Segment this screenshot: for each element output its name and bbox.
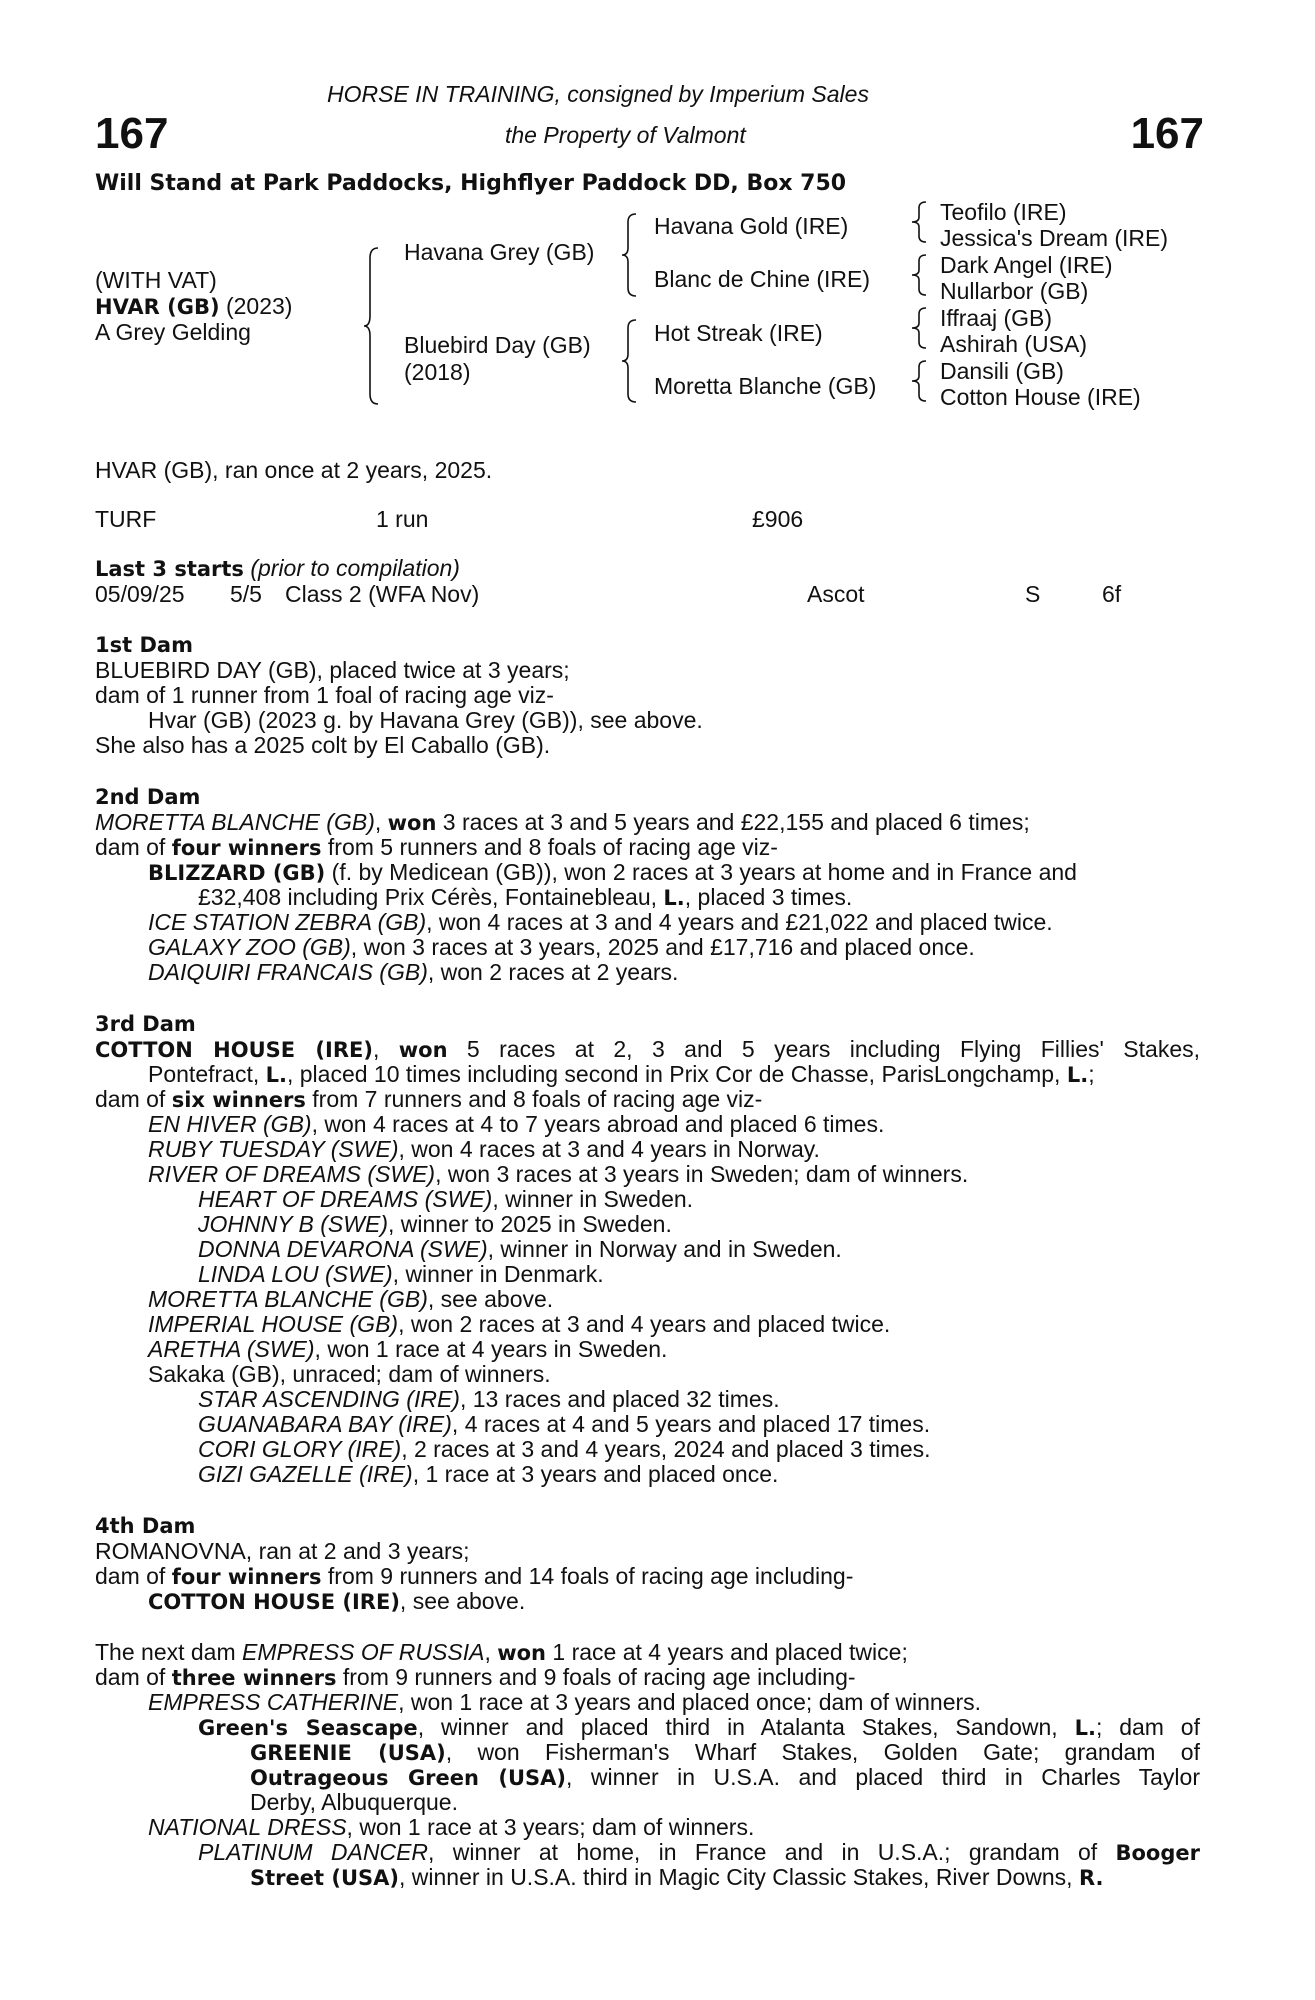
progeny-record: , won 4 races at 3 and 4 years and £21,022 and placed twice. bbox=[426, 909, 1053, 935]
list-item bbox=[148, 1312, 890, 1337]
text: from 7 runners and 8 foals of racing age viz- bbox=[305, 1086, 763, 1112]
won-label: won bbox=[398, 1038, 448, 1062]
list-item bbox=[148, 1137, 820, 1162]
text: , winner at home, in France and in U.S.A.; grandam of bbox=[428, 1839, 1116, 1865]
text: , bbox=[484, 1639, 498, 1665]
third-dam-heading: 3rd Dam bbox=[95, 1012, 196, 1036]
list-item bbox=[148, 1589, 525, 1615]
won-label: won bbox=[497, 1641, 547, 1665]
third-dam-produce bbox=[95, 1087, 762, 1113]
progeny-name: PLATINUM DANCER bbox=[198, 1839, 429, 1865]
list-item bbox=[198, 1412, 930, 1437]
list-item bbox=[148, 1690, 981, 1715]
text: , winner in U.S.A. and placed third in Charles Taylor bbox=[566, 1764, 1200, 1790]
record-earnings: £906 bbox=[752, 506, 804, 532]
fourth-dam-produce bbox=[95, 1564, 853, 1590]
third-dam-line-cont bbox=[148, 1062, 1095, 1088]
sire-dam: Blanc de Chine (IRE) bbox=[654, 266, 871, 292]
progeny-record: , winner to 2025 in Sweden. bbox=[387, 1211, 672, 1237]
horse-year: (2023) bbox=[219, 293, 293, 319]
progeny-record: , 2 races at 3 and 4 years, 2024 and placed 3 times. bbox=[401, 1436, 931, 1462]
list-item bbox=[250, 1740, 1200, 1766]
list-item bbox=[198, 1212, 672, 1237]
grade-label: L. bbox=[663, 886, 685, 910]
dam-sire-dam: Ashirah (USA) bbox=[940, 331, 1087, 357]
progeny-name: GUANABARA BAY (IRE) bbox=[198, 1411, 452, 1437]
list-item bbox=[198, 1262, 604, 1287]
list-item bbox=[148, 1112, 884, 1137]
third-dam-line: COTTON HOUSE (IRE), won 5 races at 2, 3 and 5 years including Flying Fillies' Stakes, bbox=[95, 1036, 1200, 1062]
progeny-record: , winner in Norway and in Sweden. bbox=[487, 1236, 842, 1262]
progeny-name: RIVER OF DREAMS (SWE) bbox=[148, 1161, 436, 1187]
grade-label: L. bbox=[265, 1063, 287, 1087]
third-dam-name: COTTON HOUSE (IRE) bbox=[95, 1038, 373, 1062]
start-position: 5/5 bbox=[230, 581, 262, 607]
progeny-record: , won 1 race at 3 years; dam of winners. bbox=[346, 1814, 755, 1840]
text: , placed 10 times including second in Prix Cor de Chasse, ParisLongchamp, bbox=[286, 1061, 1067, 1087]
text: from 9 runners and 9 foals of racing age including- bbox=[336, 1664, 856, 1690]
start-distance: 6f bbox=[1102, 581, 1122, 607]
progeny-record: , won 3 races at 3 years in Sweden; dam of winners. bbox=[435, 1161, 969, 1187]
fourth-dam-line: ROMANOVNA, ran at 2 and 3 years; bbox=[95, 1538, 470, 1564]
text: , placed 3 times. bbox=[684, 884, 853, 910]
list-item bbox=[198, 1387, 780, 1412]
text: dam of bbox=[95, 1086, 172, 1112]
pedigree-bracket-dd bbox=[912, 359, 932, 403]
second-dam-heading: 2nd Dam bbox=[95, 785, 201, 809]
first-dam-line: BLUEBIRD DAY (GB), placed twice at 3 years; bbox=[95, 657, 570, 683]
list-item bbox=[148, 910, 1053, 935]
dam-dam: Moretta Blanche (GB) bbox=[654, 373, 877, 399]
sire-sire: Havana Gold (IRE) bbox=[654, 213, 849, 239]
progeny-name: ICE STATION ZEBRA (GB) bbox=[148, 909, 427, 935]
text: £32,408 including Prix Cérès, Fontainebleau, bbox=[198, 884, 664, 910]
list-item bbox=[198, 1237, 842, 1262]
progeny-name: GIZI GAZELLE (IRE) bbox=[198, 1461, 413, 1487]
list-item bbox=[148, 1162, 968, 1187]
horse-description: A Grey Gelding bbox=[95, 319, 251, 345]
progeny-name: MORETTA BLANCHE (GB) bbox=[148, 1286, 428, 1312]
text: , won Fisherman's Wharf Stakes, Golden Gate; grandam of bbox=[445, 1739, 1200, 1765]
first-dam-note: She also has a 2025 colt by El Caballo (GB). bbox=[95, 732, 551, 758]
pedigree-bracket-ss bbox=[912, 200, 932, 244]
progeny-name: ARETHA (SWE) bbox=[148, 1336, 315, 1362]
winners-count: six winners bbox=[171, 1088, 306, 1112]
progeny-name: DONNA DEVARONA (SWE) bbox=[198, 1236, 488, 1262]
list-item bbox=[148, 1815, 754, 1840]
progeny-record: , won 2 races at 2 years. bbox=[427, 959, 679, 985]
grade-label: R. bbox=[1078, 1866, 1104, 1890]
first-dam-heading: 1st Dam bbox=[95, 633, 193, 657]
text: dam of bbox=[95, 834, 172, 860]
start-date: 05/09/25 bbox=[95, 581, 185, 607]
progeny-name: GALAXY ZOO (GB) bbox=[148, 934, 351, 960]
progeny-name: HEART OF DREAMS (SWE) bbox=[198, 1186, 493, 1212]
grade-label: L. bbox=[1066, 1063, 1089, 1087]
dam: Bluebird Day (GB) bbox=[404, 332, 591, 358]
vat-note: (WITH VAT) bbox=[95, 267, 217, 293]
text: from 9 runners and 14 foals of racing age including- bbox=[321, 1563, 854, 1589]
won-label: won bbox=[387, 811, 437, 835]
record-surface: TURF bbox=[95, 506, 157, 532]
second-dam-produce bbox=[95, 835, 778, 861]
list-item bbox=[148, 960, 678, 985]
list-item-cont: Derby, Albuquerque. bbox=[250, 1789, 458, 1815]
last-starts-heading bbox=[95, 556, 460, 581]
lot-number-left: 167 bbox=[95, 109, 169, 158]
progeny-record: , won 1 race at 4 years in Sweden. bbox=[314, 1336, 668, 1362]
text: , winner in U.S.A. third in Magic City Classic Stakes, River Downs, bbox=[398, 1864, 1079, 1890]
pedigree-bracket-sire bbox=[622, 212, 642, 298]
record-runs: 1 run bbox=[376, 506, 429, 532]
list-item-cont bbox=[198, 885, 852, 911]
progeny-record: , 1 race at 3 years and placed once. bbox=[412, 1461, 779, 1487]
horse-name-line bbox=[95, 294, 292, 319]
sire-dam-sire: Dark Angel (IRE) bbox=[940, 252, 1113, 278]
dam-dam-sire: Dansili (GB) bbox=[940, 358, 1064, 384]
progeny-record: , see above. bbox=[399, 1588, 526, 1614]
lot-number-right: 167 bbox=[1130, 109, 1204, 158]
dam-dam-dam: Cotton House (IRE) bbox=[940, 384, 1141, 410]
text: , winner and placed third in Atalanta Stakes, Sandown, bbox=[417, 1714, 1075, 1740]
list-item bbox=[198, 1187, 693, 1212]
start-going: S bbox=[1025, 581, 1041, 607]
text: ; dam of bbox=[1095, 1714, 1200, 1740]
list-item bbox=[148, 1287, 553, 1312]
start-class: Class 2 (WFA Nov) bbox=[285, 581, 480, 607]
pedigree-bracket-sd bbox=[912, 253, 932, 297]
text: dam of bbox=[95, 1563, 172, 1589]
list-item bbox=[198, 1437, 931, 1462]
progeny-record: , 4 races at 4 and 5 years and placed 17 times. bbox=[451, 1411, 931, 1437]
text: dam of bbox=[95, 1664, 172, 1690]
progeny-record: , won 1 race at 3 years and placed once; dam of winners. bbox=[398, 1689, 982, 1715]
next-dam-name: EMPRESS OF RUSSIA bbox=[242, 1639, 485, 1665]
sire-sire-dam: Jessica's Dream (IRE) bbox=[940, 225, 1169, 251]
list-item bbox=[198, 1462, 778, 1487]
winners-count: three winners bbox=[171, 1666, 337, 1690]
list-item bbox=[198, 1715, 1200, 1741]
consignment-title: HORSE IN TRAINING, consigned by Imperium Sales bbox=[327, 81, 869, 107]
text: Pontefract, bbox=[148, 1061, 266, 1087]
pedigree-bracket-gen1 bbox=[364, 246, 384, 406]
list-item bbox=[148, 860, 1077, 886]
list-item-cont bbox=[250, 1865, 1104, 1891]
progeny-record: , 13 races and placed 32 times. bbox=[459, 1386, 780, 1412]
last-starts-note: (prior to compilation) bbox=[243, 555, 460, 581]
list-item bbox=[148, 1337, 667, 1362]
progeny-name: LINDA LOU (SWE) bbox=[198, 1261, 393, 1287]
second-dam-name: MORETTA BLANCHE (GB) bbox=[95, 809, 375, 835]
second-dam-record: 3 races at 3 and 5 years and £22,155 and placed 6 times; bbox=[436, 809, 1030, 835]
last-starts-title: Last 3 starts bbox=[95, 557, 244, 581]
progeny-name: IMPERIAL HOUSE (GB) bbox=[148, 1311, 399, 1337]
progeny-name: GREENIE (USA) bbox=[250, 1741, 446, 1765]
fourth-dam-heading: 4th Dam bbox=[95, 1514, 196, 1538]
progeny-record: , winner in Denmark. bbox=[392, 1261, 604, 1287]
progeny-name: Outrageous Green (USA) bbox=[250, 1766, 567, 1790]
progeny-name: BLIZZARD (GB) bbox=[148, 861, 326, 885]
dam-sire-sire: Iffraaj (GB) bbox=[940, 305, 1053, 331]
progeny-name: Street (USA) bbox=[250, 1866, 399, 1890]
horse-name: HVAR (GB) bbox=[95, 295, 220, 319]
progeny-record: , won 2 races at 3 and 4 years and placed twice. bbox=[398, 1311, 891, 1337]
winners-count: four winners bbox=[171, 1565, 322, 1589]
list-item: Sakaka (GB), unraced; dam of winners. bbox=[148, 1361, 551, 1387]
progeny-name: COTTON HOUSE (IRE) bbox=[148, 1590, 400, 1614]
progeny-record: , won 4 races at 4 to 7 years abroad and placed 6 times. bbox=[311, 1111, 885, 1137]
stand-location: Will Stand at Park Paddocks, Highflyer Paddock DD, Box 750 bbox=[95, 171, 847, 196]
second-dam-line: MORETTA BLANCHE (GB), won 3 races at 3 and 5 years and £22,155 and placed 6 times; bbox=[95, 809, 1030, 835]
progeny-record: , won 4 races at 3 and 4 years in Norway. bbox=[398, 1136, 820, 1162]
sire: Havana Grey (GB) bbox=[404, 239, 595, 265]
sire-dam-dam: Nullarbor (GB) bbox=[940, 278, 1089, 304]
progeny-name: CORI GLORY (IRE) bbox=[198, 1436, 402, 1462]
pedigree-bracket-ds bbox=[912, 306, 932, 350]
text: from 5 runners and 8 foals of racing age viz- bbox=[321, 834, 778, 860]
record-summary: HVAR (GB), ran once at 2 years, 2025. bbox=[95, 457, 493, 483]
pedigree-bracket-dam bbox=[622, 318, 642, 404]
progeny-name: Booger bbox=[1115, 1841, 1200, 1865]
progeny-record: , see above. bbox=[427, 1286, 554, 1312]
winners-count: four winners bbox=[171, 836, 322, 860]
text: ; bbox=[1088, 1061, 1095, 1087]
progeny-name: STAR ASCENDING (IRE) bbox=[198, 1386, 460, 1412]
list-item bbox=[198, 1840, 1200, 1866]
next-dam-produce bbox=[95, 1665, 856, 1691]
progeny-name: DAIQUIRI FRANCAIS (GB) bbox=[148, 959, 428, 985]
progeny-name: Green's Seascape bbox=[198, 1716, 418, 1740]
text: 1 race at 4 years and placed twice; bbox=[546, 1639, 908, 1665]
dam-sire: Hot Streak (IRE) bbox=[654, 320, 823, 346]
first-dam-foal: Hvar (GB) (2023 g. by Havana Grey (GB)), see above. bbox=[148, 707, 703, 733]
next-dam-line bbox=[95, 1640, 908, 1666]
list-item bbox=[250, 1765, 1200, 1791]
text: The next dam bbox=[95, 1639, 243, 1665]
progeny-record: (f. by Medicean (GB)), won 2 races at 3 years at home and in France and bbox=[325, 859, 1077, 885]
start-course: Ascot bbox=[807, 581, 865, 607]
progeny-name: JOHNNY B (SWE) bbox=[198, 1211, 388, 1237]
property-of: the Property of Valmont bbox=[505, 122, 746, 148]
progeny-name: RUBY TUESDAY (SWE) bbox=[148, 1136, 399, 1162]
progeny-name: EMPRESS CATHERINE bbox=[148, 1689, 399, 1715]
sire-sire-sire: Teofilo (IRE) bbox=[940, 199, 1067, 225]
list-item bbox=[148, 935, 975, 960]
progeny-name: NATIONAL DRESS bbox=[148, 1814, 347, 1840]
grade-label: L. bbox=[1074, 1716, 1096, 1740]
first-dam-produce: dam of 1 runner from 1 foal of racing age viz- bbox=[95, 682, 554, 708]
dam-year: (2018) bbox=[404, 359, 471, 385]
progeny-record: , won 3 races at 3 years, 2025 and £17,716 and placed once. bbox=[350, 934, 975, 960]
third-dam-record: 5 races at 2, 3 and 5 years including Flying Fillies' Stakes, bbox=[447, 1036, 1200, 1062]
progeny-record: , winner in Sweden. bbox=[492, 1186, 694, 1212]
progeny-name: EN HIVER (GB) bbox=[148, 1111, 312, 1137]
